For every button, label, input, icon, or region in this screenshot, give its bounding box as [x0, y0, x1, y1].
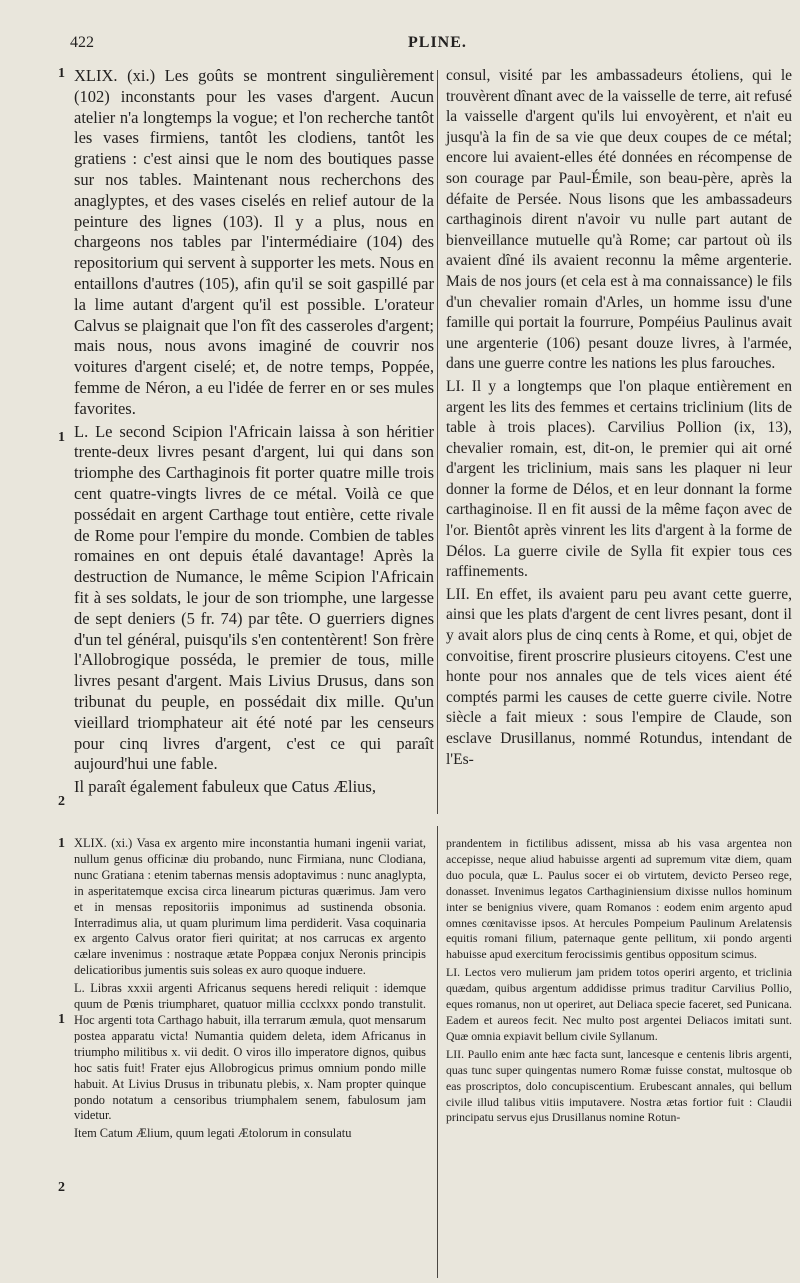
paragraph: L. Libras xxxii argenti Africanus sequens heredi reliquit : idemque quum de Pœnis triumpharet, quatuor millia ccclxxx pondo transtulit. Hoc argenti tota Carthago habuit, illa terrarum æmula, quot mensarum postea apparatu victa! Numantia quidem deleta, idem Africanus in triumpho militibus x. vii dedit. O viros illo imperatore dignos, quibus hoc satis fuit! Frater ejus Allobrogicus primus omnium pondo mille habuit. At Livius Drusus in tribunatu plebis, x. Nam propter quinque pondo notatum a censoribus triumphalem senem, fabulosum jam videtur. — [74, 981, 426, 1123]
paragraph: LII. En effet, ils avaient paru peu avant cette guerre, ainsi que les plats d'argent de cent livres pesant, dont il y avait alors plus de cinq cents à Rome, et qui, objet de convoitise, firent proscrire plusieurs citoyens. C'est une honte pour nos annales que de tels vices aient été comptés parmi les causes de cette guerre civile. Notre siècle a fait mieux : sous l'empire de Claude, son esclave Drusillanus, nommé Rotundus, intendant de l'Es- — [446, 585, 792, 768]
latin-text-left-column — [74, 836, 426, 1142]
page-header — [70, 34, 800, 56]
paragraph: LI. Lectos vero mulierum jam pridem totos operiri argento, et triclinia quædam, quibus argentum addidisse primus traditur Carvilius Pollio, eques romanus, non ut operiret, aut Deliaca specie faceret, sed Punicana. Eadem et aureos fecit. Nec multo post argentei Deliacos imitati sunt. Quæ omnia expiavit bellum civile Syllanum. — [446, 965, 792, 1043]
margin-number: 1 — [58, 430, 65, 445]
paragraph: Item Catum Ælium, quum legati Ætolorum in consulatu — [74, 1126, 352, 1141]
paragraph: XLIX. (xi.) Vasa ex argento mire inconstantia humani ingenii variat, nullum genus officinæ diu probando, nunc Firmiana, nunc Clodiana, nunc Gratiana : etenim tabernas mensis adoptavimus : nunc anaglypta, in asperitatemque excisa circa linearum picturas quærimus. Jam vero et in mensas repositoriis imponimus ad sustinenda obsonia. Interradimus alia, ut quam plurimum lima perdiderit. Vasa coquinaria ex argento Calvus orator fieri quiritat; at nos carrucas ex argento cælare invenimus : nostraque ætate Poppæa conjux Neronis principis delicatioribus jumentis suis soleas ex auro quoque induere. — [74, 836, 426, 978]
paragraph: prandentem in fictilibus adissent, missa ab his vasa argentea non accepisse, neque aliud habuisse argenti ad supremum vitæ diem, quam duo pocula, quæ L. Paulus socer ei ob virtutem, devicto Perseo rege, donasset. Invenimus legatos Carthaginiensium dixisse nullos hominum inter se benignius vivere, quam Romanos : eodem enim argento apud omnes cœnitavisse ipsos. At hercules Pompeium Paulinum Arelatensis equitis romani filium, paternaque gente pellitum, xii pondo argenti habuisse apud exercitum ferocissimis gentibus oppositum scimus. — [446, 836, 792, 962]
column-divider — [437, 70, 438, 814]
french-text-right-column — [446, 66, 792, 770]
running-title: PLINE. — [408, 34, 467, 51]
paragraph: Il paraît également fabuleux que Catus Ælius, — [74, 777, 376, 797]
latin-text-right-column — [446, 836, 792, 1126]
paragraph: LII. Paullo enim ante hæc facta sunt, lancesque e centenis libris argenti, quas tunc super quingentas numero Romæ fuisse constat, multosque ob eas proscriptos, dolo concupiscentium. Erubescant annales, qui bellum civile illud talibus vitiis imputavere. Nostra ætas fortior fuit : Claudii principatu servus ejus Drusillanus nomine Rotun- — [446, 1046, 792, 1125]
paragraph: XLIX. (xi.) Les goûts se montrent singulièrement (102) inconstants pour les vases d'argent. Aucun atelier n'a longtemps la vogue; et l'on recherche tantôt les vases firmiens, tantôt les clodiens, tantôt les gratiens : c'est ainsi que le nom des boutiques passe sur nos tables. Maintenant nous recherchons des anaglyptes, et des vases ciselés en relief autour de la peinture des lignes (103). Il y a plus, nous en chargeons nos tables par l'intermédiaire (104) des repositorium qui servent à supporter les mets. Nous en entaillons d'autres (105), afin qu'il se soit gaspillé par la lime autant d'argent qu'il est possible. L'orateur Calvus se plaignait que l'on fît des casseroles d'argent; mais nous, nous avons imaginé de couvrir nos voitures d'argent ciselé; et, de notre temps, Poppée, femme de Néron, a eu l'idée de ferrer en or ses mules favorites. — [74, 66, 434, 418]
margin-number: 1 — [58, 1012, 65, 1027]
page-number: 422 — [70, 34, 94, 51]
paragraph: L. Le second Scipion l'Africain laissa à son héritier trente-deux livres pesant d'argent, lui qui dans son triomphe des Carthaginois fit porter quatre mille trois cent quatre-vingts livres de ce métal. Voilà ce que possédait en argent Carthage tout entière, cette rivale de Rome pour l'empire du monde. Combien de tables romaines en ont depuis étalé davantage! Après la destruction de Numance, le même Scipion l'Africain fit à ses soldats, le jour de son triomphe, une largesse de sept deniers (5 fr. 74) par tête. O guerriers dignes d'un tel général, puisqu'ils s'en contentèrent! Son frère l'Allobrogique posséda, le premier de tous, mille livres pesant d'argent. Mais Livius Drusus, dans son tribunat du peuple, en possédait dix mille. Qu'un vieillard triomphateur ait été noté par les censeurs pour cinq livres d'argent, c'est ce qui paraît aujourd'hui une fable. — [74, 421, 434, 774]
paragraph: consul, visité par les ambassadeurs étoliens, qui le trouvèrent dînant avec de la vaisselle de terre, ait refusé la vaisselle d'argent qu'ils lui envoyèrent, et n'ait eu jusqu'à la fin de sa vie que deux coupes de ce métal; encore lui avaient-elles été données en récompense de son courage par Paul-Émile, son beau-père, après la défaite de Persée. Nous lisons que les ambassadeurs carthaginois dirent n'avoir vu nulle part autant de bienveillance mutuelle qu'à Rome; car partout où ils avaient dîné ils avaient reconnu la même argenterie. Mais de nos jours (et cela est à ma connaissance) le fils d'un chevalier romain d'Arles, un homme issu d'une famille qui portait la fourrure, Pompéius Paulinus avait une argenterie (106) pesant douze livres, à l'armée, dans une guerre contre les nations les plus farouches. — [446, 67, 792, 373]
margin-number: 1 — [58, 836, 65, 851]
paragraph: LI. Il y a longtemps que l'on plaque entièrement en argent les lits des femmes et certains triclinium (lits de table à trois places). Carvilius Pollion (ix, 13), chevalier romain, est, dit-on, le premier qui ait orné d'argent les triclinium, mais sans les plaquer ni leur donner la forme de Délos, et en leur donnant la forme carthaginoise. Il en fit aussi de la même façon avec de l'or. Bientôt après vinrent les lits d'argent à la forme de Délos. La guerre civile de Sylla fit expier tous ces raffinements. — [446, 377, 792, 581]
margin-number: 2 — [58, 1180, 65, 1195]
column-divider — [437, 826, 438, 1278]
french-text-left-column — [74, 66, 434, 798]
margin-number: 2 — [58, 794, 65, 809]
margin-number: 1 — [58, 66, 65, 81]
